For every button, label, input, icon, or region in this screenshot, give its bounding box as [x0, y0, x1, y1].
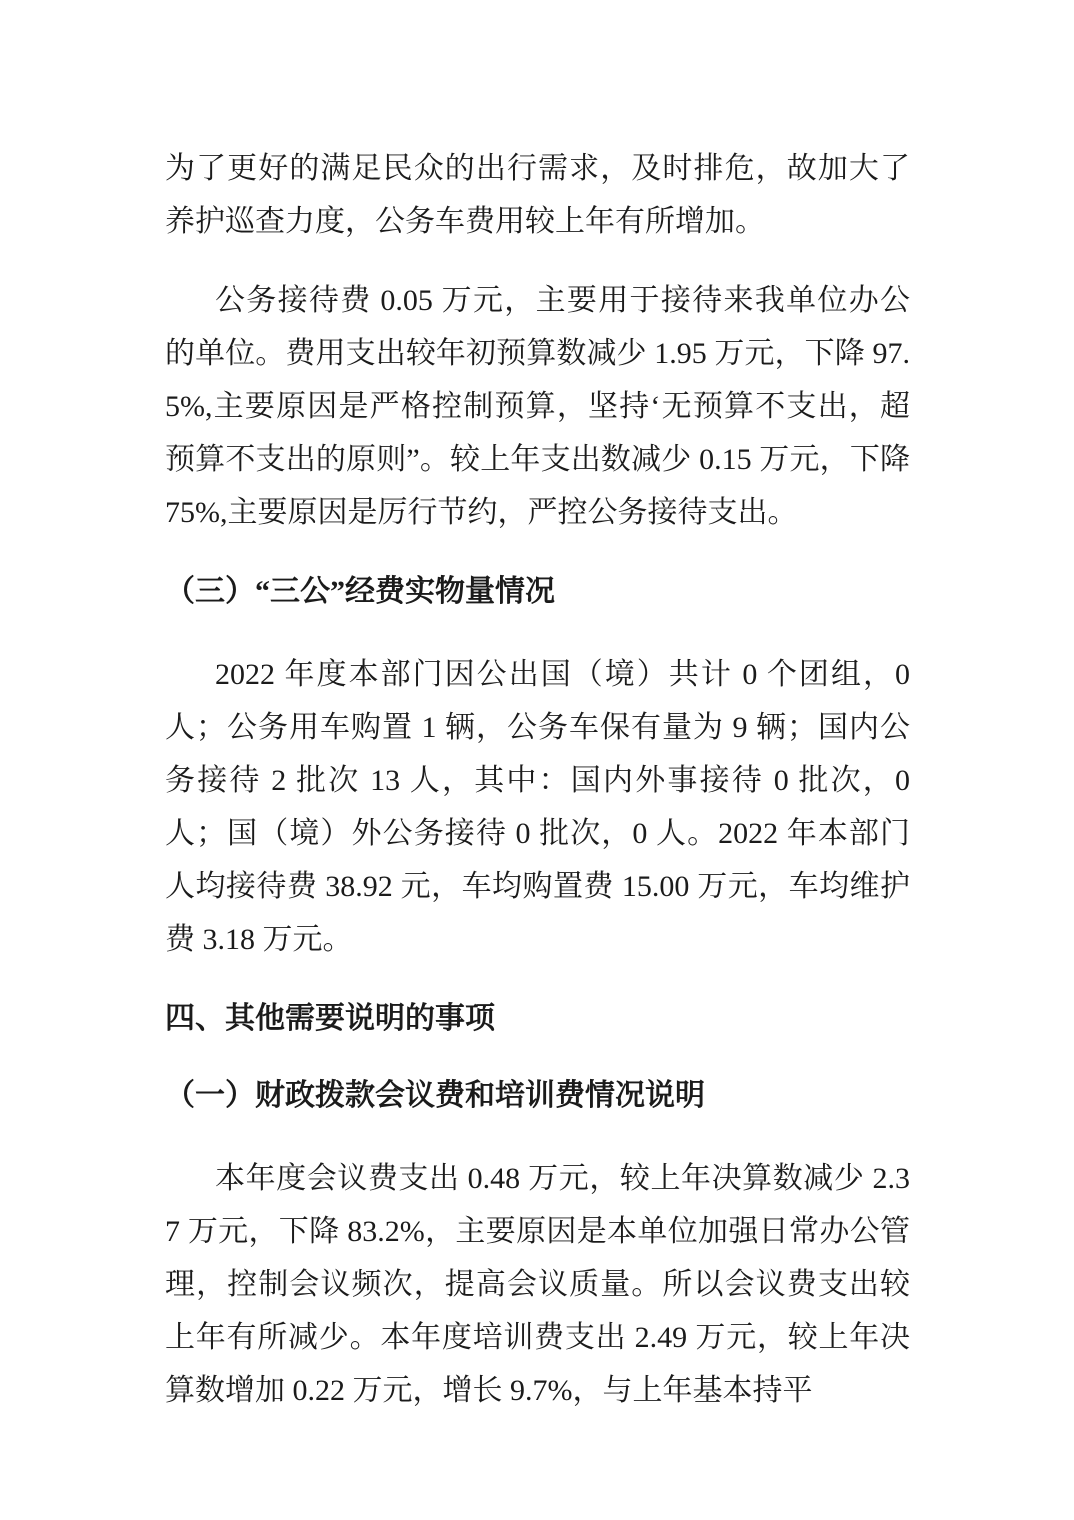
document-body — [165, 142, 910, 1417]
subsection-heading: （一）财政拨款会议费和培训费情况说明 — [165, 1079, 705, 1112]
paragraph: 公务接待费 0.05 万元，主要用于接待来我单位办公的单位。费用支出较年初预算数减少 1.95 万元，下降 97.5%,主要原因是严格控制预算，坚持‘无预算不支出，超预算不支出的原则”。较上年支出数减少 0.15 万元，下降 75%,主要原因是厉行节约，严控公务接待支出。 — [165, 284, 910, 529]
subsection-heading: （三）“三公”经费实物量情况 — [165, 575, 555, 608]
paragraph: 本年度会议费支出 0.48 万元，较上年决算数减少 2.37 万元，下降 83.2%，主要原因是本单位加强日常办公管理，控制会议频次，提高会议质量。所以会议费支出较上年有所减少。本年度培训费支出 2.49 万元，较上年决算数增加 0.22 万元，增长 9.7%，与上年基本持平 — [165, 1162, 910, 1407]
paragraph: 2022 年度本部门因公出国（境）共计 0 个团组，0 人；公务用车购置 1 辆，公务车保有量为 9 辆；国内公务接待 2 批次 13 人，其中：国内外事接待 0 批次，0 人；国（境）外公务接待 0 批次，0 人。2022 年本部门人均接待费 38.92 元，车均购置费 15.00 万元，车均维护费 3.18 万元。 — [165, 658, 910, 956]
paragraph: 为了更好的满足民众的出行需求，及时排危，故加大了养护巡查力度，公务车费用较上年有所增加。 — [165, 152, 910, 238]
section-heading: 四、其他需要说明的事项 — [165, 1002, 495, 1035]
